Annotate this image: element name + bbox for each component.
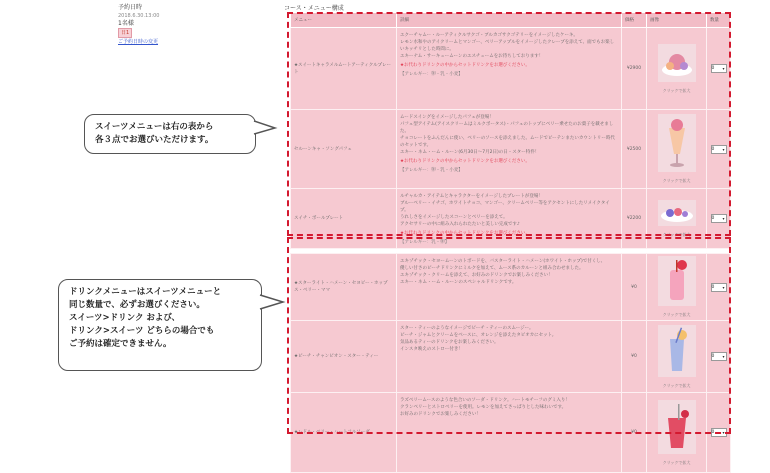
desc-line: ブルーベリー・イチゴ、ホワイトチョコ、マンゴー、クリームベリー等をアクセントにしたリメイクタイプ。 (400, 201, 610, 213)
menu-name: ★ピーチ・チャンピオン・スター・ティー (291, 321, 397, 393)
drink-notice: ★お代わりドリンクの中からセットドリンクをお選びください。 (400, 63, 530, 68)
desc-line: 気品あるティーのドリンクをお楽しみください。 (400, 340, 499, 345)
menu-name: セルーンキャ・ソングパフェ (291, 110, 397, 189)
allergy-info: 【アレルギー：卵・乳・小麦】 (400, 72, 463, 77)
enlarge-link[interactable]: クリックで拡大 (662, 459, 691, 465)
quantity-select[interactable]: 0 ▾ (711, 214, 727, 223)
desc-line: うれしさをイメージしたスコーンとベリーを添えて。 (400, 215, 508, 220)
desc-line: お好みのドリンクでお楽しみください！ (400, 412, 481, 417)
desc-line: レモン水和やのアイクリームとマンゴー、ベリーアップルをイメージしたクレープを添えて、面でもお楽しいキッチリとした時間に。 (400, 40, 615, 52)
desc-line: インスタ映えのストロー付き！ (400, 347, 463, 352)
status-badge: 日1 (118, 28, 132, 38)
quantity-select[interactable]: 0 ▾ (711, 145, 727, 154)
callout-line: 各３点でお選びいただけます。 (95, 135, 214, 145)
desc-line: クランベリーとストロベリーを使用。レモンを加えてさっぱりとした味わいです。 (400, 405, 567, 410)
quantity-select[interactable]: 0 ▾ (711, 352, 727, 361)
menu-price: ¥0 (622, 321, 647, 393)
reservation-title: 予約日時 (118, 4, 143, 11)
header-detail: 詳細 (397, 13, 622, 28)
sweets-highlight-frame (287, 12, 731, 236)
enlarge-link[interactable]: クリックで拡大 (662, 382, 691, 388)
section-title: コース・メニュー構成 (284, 5, 344, 12)
desc-line: ムードスイングをイメージしたパフェが登場！ (400, 115, 494, 120)
drink-notice: ★お代わりドリンクの中からセットドリンクをお選びください。 (400, 159, 530, 164)
header-qty: 数量 (707, 13, 731, 28)
callout-line: ご予約は確定できません。 (69, 339, 172, 349)
desc-line: アクセサリーの中に組み入れられたたいと美しい完成です♪ (400, 222, 520, 227)
menu-name: ★レドル・ベリー・ハートフルソーダ (291, 393, 397, 473)
enlarge-link[interactable]: クリックで拡大 (662, 178, 691, 183)
menu-price: ¥0 (622, 393, 647, 473)
sweets-callout (84, 114, 256, 154)
desc-line: エキー・ネム・ーム・ルーンのスペシャルドリンクです。 (400, 280, 517, 285)
callout-line: ドリンク>スイーツ どちらの場合でも (69, 326, 215, 336)
quantity-select[interactable]: 0 ▾ (711, 64, 727, 73)
party-size: 1名様 (118, 20, 134, 27)
header-menu: メニュー (291, 13, 397, 28)
enlarge-link[interactable]: クリックで拡大 (662, 87, 691, 93)
menu-name: スイチ・ボールプレート (291, 189, 397, 249)
desc-line: パフェ型アイテム(アイスクリームはミルクポータス)・パフェのトップにベリー乗せたのお菓子を載せました。 (400, 122, 614, 134)
drinks-highlight-frame (287, 237, 731, 434)
callout-line: ドリンクメニューはスイーツメニューと (69, 287, 222, 297)
drinks-callout (58, 279, 262, 371)
desc-line: 優しい甘さのピーチドリンクにミルクを加えて、ムース系のカルーンと組み合わせました。 (400, 266, 584, 271)
callout-line: 同じ数量で、必ずお選びください。 (69, 300, 205, 310)
desc-line: ラズベリームースのような色合いのソーダ・ドリンク。ハートモチーフのグミ入り！ (400, 398, 570, 403)
sweets-callout-pointer (253, 118, 277, 138)
reservation-datetime: 2018.6.30.13:00 (118, 13, 160, 19)
callout-line: スイーツメニューは右の表から (95, 122, 214, 132)
callout-line: スイーツ>ドリンク および、 (69, 313, 181, 323)
menu-price: ¥2900 (622, 28, 647, 110)
enlarge-link[interactable]: クリックで拡大 (662, 231, 691, 237)
desc-line: ルチャルカ・アイテムとキャラクターをイメージしたプレートが登場！ (400, 194, 543, 199)
change-reservation-link[interactable]: ご予約日時の変更 (118, 39, 159, 45)
desc-line: ピーチ・ジャムとクリームをベースに、オレンジを添えたタピオカにセット。 (400, 333, 557, 338)
allergy-info: 【アレルギー：卵・乳・小麦】 (400, 168, 463, 173)
drink-notice: ★お代わりドリンクの中からセットドリンクをお選びください。 (400, 231, 530, 236)
desc-line: エキゾチック・クリームを添えて、お好みのドリンクでお楽しみください！ (400, 273, 553, 278)
desc-line: エクーチャムー・ルーアティクルサクゴ・ブルカゴサクゴテリーをイメージしたケーキ。 (400, 33, 578, 38)
reservation-info (118, 4, 159, 46)
menu-price: ¥0 (622, 254, 647, 321)
menu-name: ★スターライト・ハメーン・セヨピー・ホップス・ベリー・ママ (291, 254, 397, 321)
header-price: 価格 (622, 13, 647, 28)
menu-price: ¥2200 (622, 189, 647, 249)
desc-line: チョコレートをふんだんに使い、ベリーのソースを添えました。ムードでピーテンまたいカウントリー時代のセットです。 (400, 136, 615, 148)
desc-line: エキーナム・サーキュームーンのエスチュームをお待ちしております！ (400, 54, 544, 59)
menu-price: ¥2500 (622, 110, 647, 189)
desc-line: エキー・ネム・ーム・ルーン(6月30日〜7月2日)の日・スター特件！ (400, 150, 540, 155)
quantity-select[interactable]: 0 ▾ (711, 283, 727, 292)
desc-line: エキゾチック・セヨームーンのトボードを、バスターライト・ハメーン(ホワイト・ホップ)で甘くし、 (400, 259, 606, 264)
header-image: 画像 (647, 13, 707, 28)
drinks-callout-pointer (259, 292, 285, 312)
enlarge-link[interactable]: クリックで拡大 (662, 312, 691, 317)
allergy-info: 【アレルギー：乳・卵】 (400, 240, 450, 245)
quantity-select[interactable]: 0 ▾ (711, 428, 727, 437)
desc-line: スター・ティーのようなイメージでピーチ・ティーのスムージー。 (400, 326, 534, 331)
menu-name: ★スイートキャラメルムートアーティクルプレート (291, 28, 397, 110)
